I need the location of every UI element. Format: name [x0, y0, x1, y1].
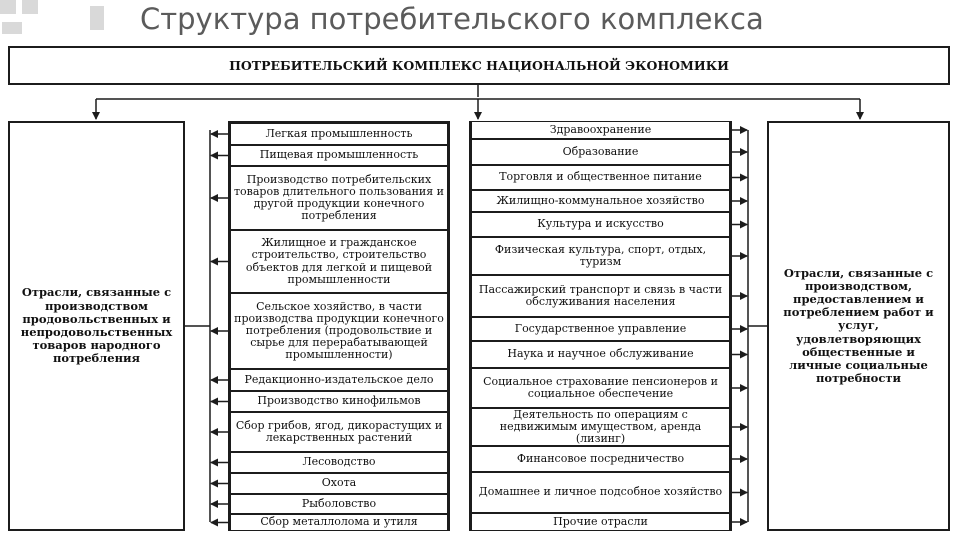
left-item: Легкая промышленность [230, 123, 448, 145]
right-item: Наука и научное обслуживание [471, 341, 730, 368]
right-item: Деятельность по операциям с недвижимым имуществом, аренда (лизинг) [471, 408, 730, 446]
right-item: Государственное управление [471, 317, 730, 341]
right-item: Торговля и общественное питание [471, 165, 730, 190]
right-item: Финансовое посредничество [471, 446, 730, 472]
national-consumer-complex-box: ПОТРЕБИТЕЛЬСКИЙ КОМПЛЕКС НАЦИОНАЛЬНОЙ ЭКОНОМИКИ [8, 46, 950, 85]
right-group-label: Отрасли, связанные с производством, предоставлением и потреблением работ и услуг, удовлетворяющих общественные и личные социальные потребности [783, 265, 934, 386]
right-item: Пассажирский транспорт и связь в части обслуживания населения [471, 275, 730, 317]
left-item: Сбор металлолома и утиля [230, 514, 448, 531]
left-item: Редакционно-издательское дело [230, 369, 448, 391]
right-item: Физическая культура, спорт, отдых, туризм [471, 237, 730, 275]
right-item: Образование [471, 139, 730, 165]
left-item: Жилищное и гражданское строительство, строительство объектов для легкой и пищевой промышленности [230, 230, 448, 293]
left-item: Лесоводство [230, 452, 448, 473]
left-item: Производство потребительских товаров длительного пользования и другой продукции конечного потребления [230, 166, 448, 230]
left-item: Рыболовство [230, 494, 448, 514]
left-item: Сельское хозяйство, в части производства продукции конечного потребления (продовольствие и сырье для перерабатывающей промышленности) [230, 293, 448, 369]
right-item: Прочие отрасли [471, 513, 730, 531]
left-item: Производство кинофильмов [230, 391, 448, 412]
left-item: Сбор грибов, ягод, дикорастущих и лекарственных растений [230, 412, 448, 452]
left-item: Пищевая промышленность [230, 145, 448, 166]
right-item: Здравоохранение [471, 121, 730, 139]
right-item: Домашнее и личное подсобное хозяйство [471, 472, 730, 513]
right-item: Культура и искусство [471, 212, 730, 237]
right-item: Социальное страхование пенсионеров и социальное обеспечение [471, 368, 730, 408]
left-group-label: Отрасли, связанные с производством продовольственных и непродовольственных товаров народного потребления [20, 285, 173, 366]
slide-title: Структура потребительского комплекса [140, 2, 764, 36]
left-item: Охота [230, 473, 448, 494]
right-item: Жилищно-коммунальное хозяйство [471, 190, 730, 212]
